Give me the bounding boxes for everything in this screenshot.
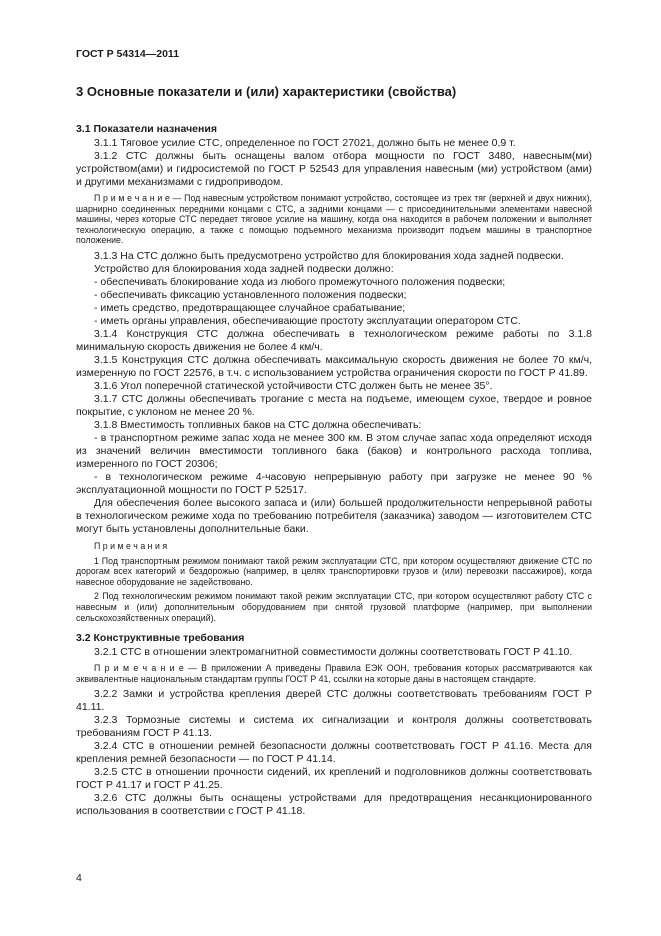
note: 2 Под технологическим режимом понимают такой режим эксплуатации СТС, при котором осуществляют работу СТС с навесным и (или) дополнительным оборудованием при снятой грузовой платформе (например, при выполнении сельскохозяйственных операций).	[76, 591, 592, 623]
paragraph: 3.1.8 Вместимость топливных баков на СТС должна обеспечивать:	[94, 418, 422, 431]
note: П р и м е ч а н и е — В приложении А приведены Правила ЕЭК ООН, требования которых рассматриваются как эквивалентные национальным стандартам группы ГОСТ Р 41, ссылки на которые даны в настоящем стандарте.	[76, 663, 592, 684]
list-item: - в транспортном режиме запас хода не менее 300 км. В этом случае запас хода определяют исходя из значений величин вместимости топливного бака (баков) и контрольного расхода топлива, измеренного по ГОСТ 20306;	[76, 431, 592, 470]
page-number: 4	[76, 872, 82, 884]
section-heading: 3 Основные показатели и (или) характеристики (свойства)	[76, 84, 457, 99]
list-item: - обеспечивать фиксацию установленного положения подвески;	[94, 288, 407, 301]
paragraph: 3.1.3 На СТС должно быть предусмотрено устройство для блокирования хода задней подвески.	[94, 249, 564, 262]
paragraph: 3.1.6 Угол поперечной статической устойчивости СТС должен быть не менее 35°.	[94, 379, 493, 392]
paragraph: Устройство для блокирования хода задней подвески должно:	[94, 262, 394, 275]
subsection-heading: 3.1 Показатели назначения	[76, 123, 217, 135]
paragraph: 3.2.5 СТС в отношении прочности сидений, их креплений и подголовников должны соответствовать ГОСТ Р 41.17 и ГОСТ Р 41.25.	[76, 766, 592, 792]
paragraph: 3.2.1 СТС в отношении электромагнитной совместимости должны соответствовать ГОСТ Р 41.10.	[94, 646, 573, 659]
paragraph: 3.2.3 Тормозные системы и система их сигнализации и контроля должны соответствовать требованиям ГОСТ Р 41.13.	[76, 714, 592, 740]
paragraph: 3.1.2 СТС должны быть оснащены валом отбора мощности по ГОСТ 3480, навесным(ми) устройством(ами) и гидросистемой по ГОСТ Р 52543 для управления навесным (ми) устройством (ами) и другими механизмами с гидроприводом.	[76, 150, 592, 188]
list-item: - в технологическом режиме 4-часовую непрерывную работу при загрузке не менее 90 % эксплуатационной мощности по ГОСТ Р 52517.	[76, 470, 592, 496]
notes-heading: П р и м е ч а н и я	[94, 540, 168, 551]
list-item: - обеспечивать блокирование хода из любого промежуточного положения подвески;	[94, 275, 506, 288]
document-code-header: ГОСТ Р 54314—2011	[76, 48, 180, 60]
document-page	[76, 48, 592, 818]
list-item: - иметь средство, предотвращающее случайное срабатывание;	[94, 301, 406, 314]
paragraph: 3.1.5 Конструкция СТС должна обеспечивать максимальную скорость движения не более 70 км/ч, измеренную по ГОСТ 22576, в т.ч. с использованием устройства ограничения скорости по ГОСТ Р 41.89.	[76, 353, 592, 379]
paragraph: 3.1.7 СТС должны обеспечивать трогание с места на подъеме, имеющем сухое, твердое и ровное покрытие, с уклоном не менее 20 %.	[76, 392, 592, 418]
subsection-heading: 3.2 Конструктивные требования	[76, 632, 245, 645]
document-content	[76, 84, 592, 818]
note: П р и м е ч а н и е — Под навесным устройством понимают устройство, состоящее из трех тяг (верхней и двух нижних), шарнирно соединенных передними концами с СТС, а задними концами — с присоединительными элементами навесной машины, через которые СТС передает тяговое усилие на машину, когда она находится в рабочем положении и выполняет технологическую операцию, а также с помощью подъемного механизма производит подъем машины в транспортное положение.	[76, 193, 592, 246]
paragraph: 3.2.2 Замки и устройства крепления дверей СТС должны соответствовать требованиям ГОСТ Р 41.11.	[76, 688, 592, 714]
paragraph: 3.2.4 СТС в отношении ремней безопасности должны соответствовать ГОСТ Р 41.16. Места для крепления ремней безопасности — по ГОСТ Р 41.14.	[76, 740, 592, 766]
paragraph: Для обеспечения более высокого запаса и (или) большей продолжительности непрерывной работы в технологическом режиме хода по требованию потребителя (заказчика) заводом — изготовителем СТС могут быть установлены дополнительные баки.	[76, 496, 592, 535]
paragraph: 3.1.4 Конструкция СТС должна обеспечивать в технологическом режиме работы по 3.1.8 минимальную скорость движения не более 4 км/ч.	[76, 327, 592, 353]
list-item: - иметь органы управления, обеспечивающие простоту эксплуатации оператором СТС.	[94, 314, 521, 327]
note: 1 Под транспортным режимом понимают такой режим эксплуатации СТС, при котором осуществляют движение СТС по дорогам всех категорий и бездорожью (например, в целях транспортировки грузов и (или) перевозки пассажиров), когда навесное оборудование не задействовано.	[76, 555, 592, 587]
paragraph: 3.2.6 СТС должны быть оснащены устройствами для предотвращения несанкционированного использования в соответствии с ГОСТ Р 41.18.	[76, 792, 592, 818]
paragraph: 3.1.1 Тяговое усилие СТС, определенное по ГОСТ 27021, должно быть не менее 0,9 т.	[94, 137, 516, 149]
